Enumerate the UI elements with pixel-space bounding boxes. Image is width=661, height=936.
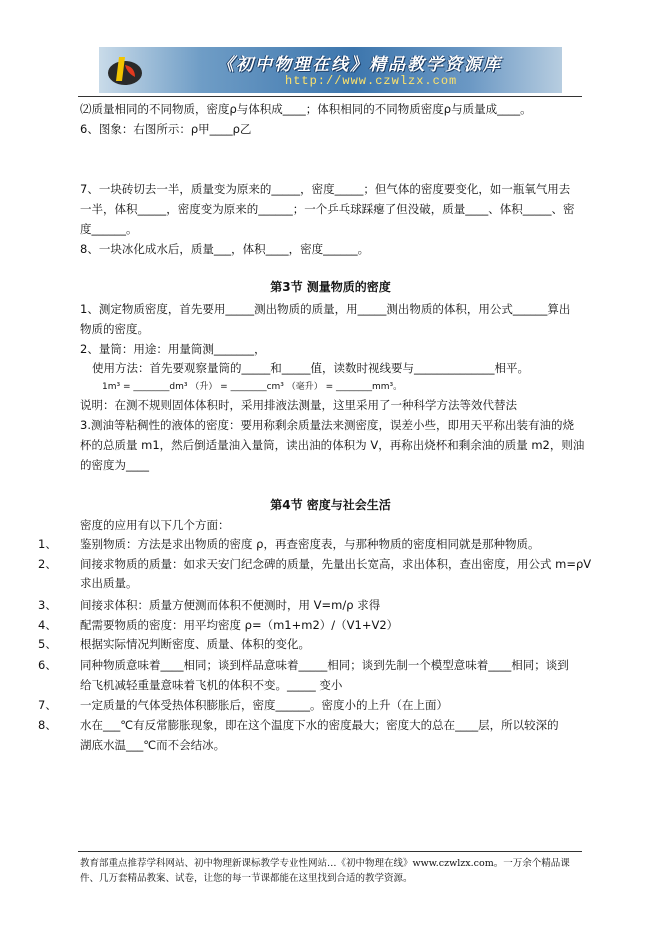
section-heading-4: 第4节 密度与社会生活 <box>270 498 391 512</box>
list-item: 一定质量的气体受热体积膨胀后，密度______。密度小的上升（在上面） <box>80 698 448 712</box>
list-item: 给飞机减轻重量意味着飞机的体积不变。_____ 变小 <box>80 678 343 692</box>
footer-line: 教育部重点推荐学科网站、初中物理新课标教学专业性网站…《初中物理在线》www.czwlzx.com。一万余个精品课 <box>80 858 570 869</box>
list-item: 间接求物质的质量：如求天安门纪念碑的质量，先量出长宽高，求出体积，查出密度，用公式 m=ρV <box>80 557 592 571</box>
list-item: 水在___℃有反常膨胀现象，即在这个温度下水的密度最大；密度大的总在____层，所以较深的 <box>80 718 559 732</box>
list-item: 配需要物质的密度：用平均密度 ρ=（m1+m2）/（V1+V2） <box>80 618 399 632</box>
text-line: 7、一块砖切去一半，质量变为原来的_____，密度_____；但气体的密度要变化，如一瓶氧气用去 <box>80 182 571 196</box>
text-line: 度______。 <box>80 222 138 236</box>
footer-line: 件、几万套精品教案、试卷，让您的每一节课都能在这里找到合适的教学资源。 <box>80 873 413 884</box>
header-rule <box>78 96 582 97</box>
text-line: 密度的应用有以下几个方面： <box>80 518 230 532</box>
section-heading-3: 第3节 测量物质的密度 <box>270 280 391 294</box>
text-line: 杯的总质量 m1，然后倒适量油入量筒，读出油的体积为 V，再称出烧杯和剩余油的质量 m2，则油 <box>80 438 585 452</box>
item-number: 1、 <box>38 537 57 551</box>
list-item: 湖底水温___℃而不会结冰。 <box>80 738 226 752</box>
text-line: 物质的密度。 <box>80 322 149 336</box>
text-line: 的密度为____ <box>80 458 149 472</box>
text-line: 1、测定物质密度，首先要用_____测出物质的质量，用_____测出物质的体积，用公式______算出 <box>80 302 571 316</box>
item-number: 3、 <box>38 598 57 612</box>
item-number: 2、 <box>38 557 57 571</box>
list-item: 同种物质意味着____相同；谈到样品意味着_____相同；谈到先制一个模型意味着____相同；谈到 <box>80 658 569 672</box>
item-number: 7、 <box>38 698 57 712</box>
text-line: 一半，体积_____，密度变为原来的______；一个乒乓球踩瘪了但没破，质量____、体积_____、密 <box>80 202 575 216</box>
item-number: 4、 <box>38 618 57 632</box>
text-line: 2、量筒：用途：用量筒测_______， <box>80 342 266 356</box>
site-logo-icon <box>105 51 145 89</box>
list-item: 间接求体积：质量方便测而体积不便测时，用 V=m/ρ 求得 <box>80 598 381 612</box>
text-line: 使用方法：首先要观察量筒的_____和_____值，读数时视线要与______________相平。 <box>92 361 529 375</box>
text-line: 8、一块冰化成水后，质量___，体积____，密度______。 <box>80 242 370 256</box>
list-item: 根据实际情况判断密度、质量、体积的变化。 <box>80 637 310 651</box>
footer-rule <box>78 851 582 852</box>
text-line: ⑵质量相同的不同物质，密度ρ与体积成____；体积相同的不同物质密度ρ与质量成____。 <box>80 102 532 116</box>
item-number: 6、 <box>38 658 57 672</box>
text-line: 3.测油等粘稠性的液体的密度：要用称剩余质量法来测密度，误差小些，即用天平称出装有油的烧 <box>80 418 574 432</box>
banner-url[interactable]: http://www.czwlzx.com <box>285 74 458 88</box>
banner-title: 《初中物理在线》精品教学资源库 <box>217 55 502 75</box>
item-number: 5、 <box>38 637 57 651</box>
list-item: 鉴别物质：方法是求出物质的密度 ρ，再查密度表，与那种物质的密度相同就是那种物质。 <box>80 537 540 551</box>
unit-conversion: 1m³ = ________dm³ （升） = ________cm³ （毫升） = ________mm³。 <box>102 382 403 392</box>
text-line: 说明：在测不规则固体体积时，采用排液法测量，这里采用了一种科学方法等效代替法 <box>80 398 517 412</box>
text-line: 6、图象：右图所示：ρ甲____ρ乙 <box>80 122 252 136</box>
item-number: 8、 <box>38 718 57 732</box>
header-banner <box>99 47 562 93</box>
list-item: 求出质量。 <box>80 576 138 590</box>
